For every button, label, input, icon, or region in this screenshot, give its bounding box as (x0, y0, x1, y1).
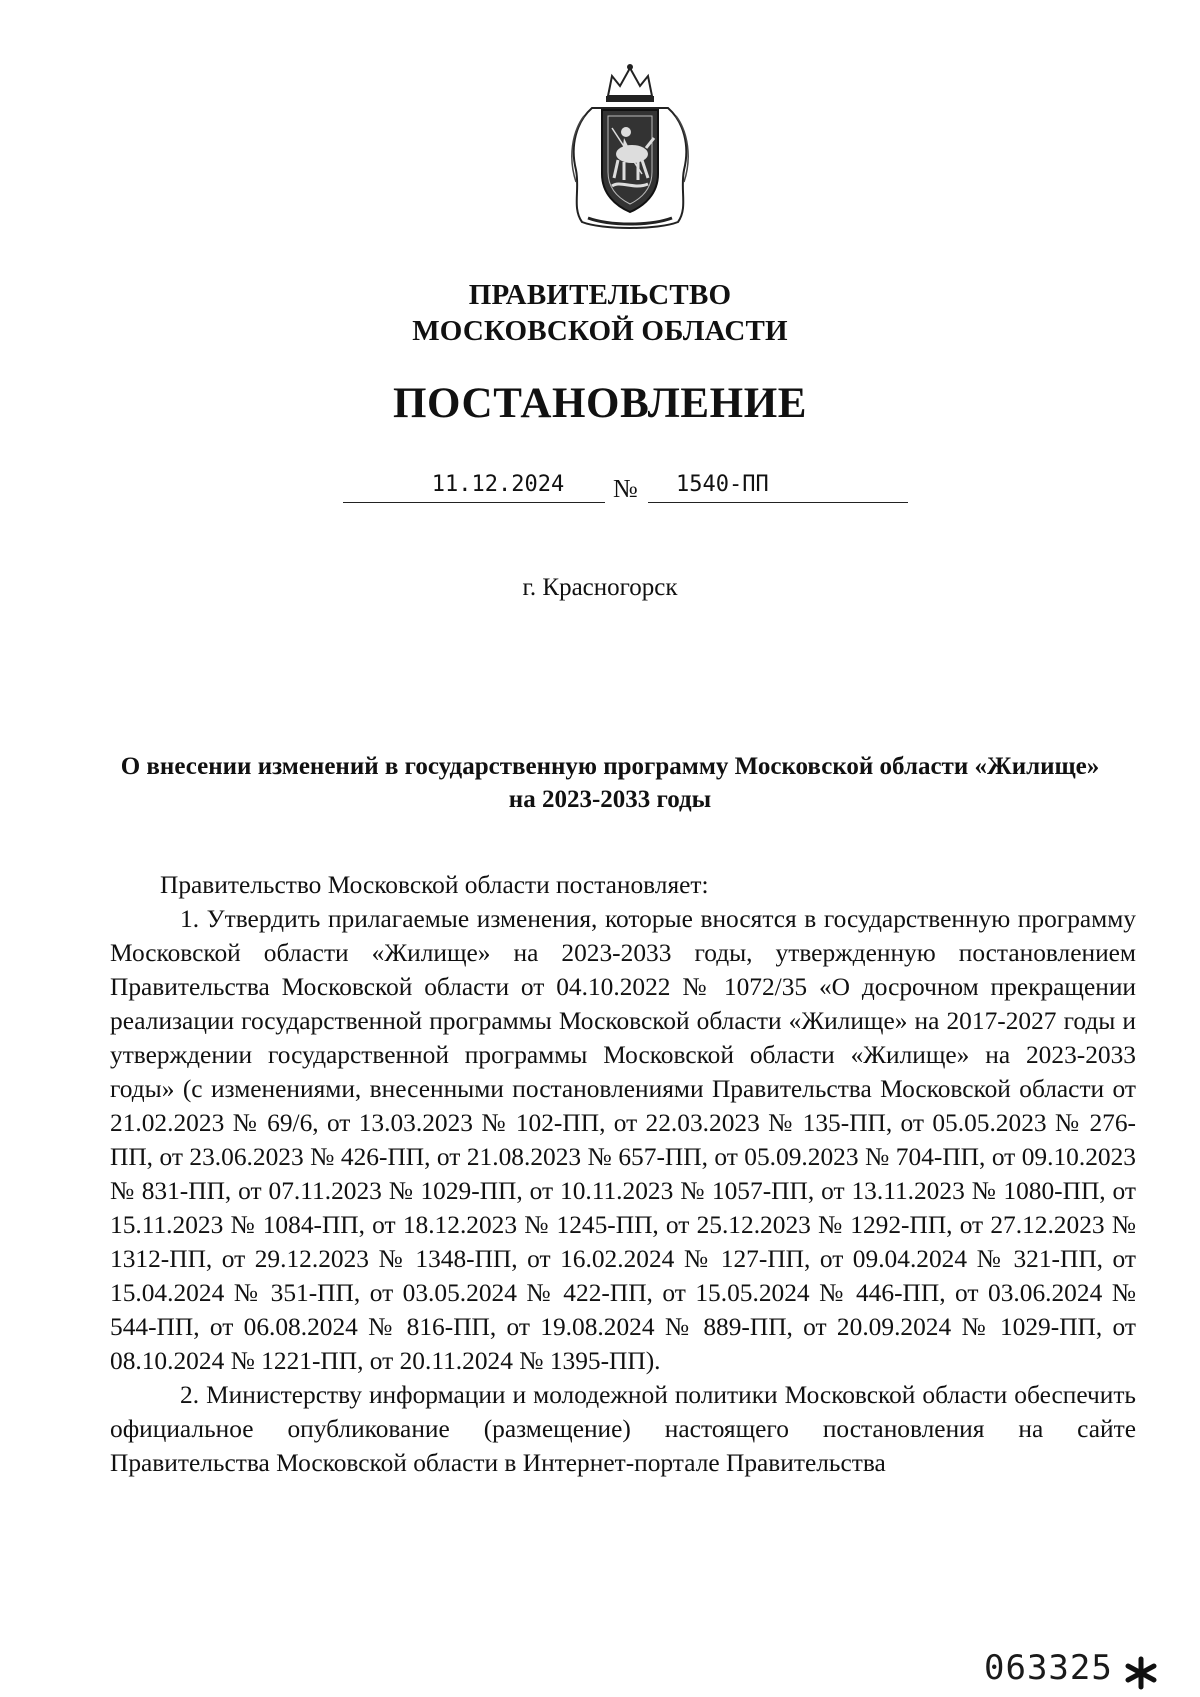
city: г. Красногорск (522, 574, 678, 601)
document-date-field (343, 468, 605, 503)
date-number-row (0, 468, 1200, 508)
number-sign: № (613, 474, 638, 503)
document-type: ПОСТАНОВЛЕНИЕ (392, 380, 808, 427)
stamp-number: 063325 (984, 1648, 1113, 1688)
organization-name-line-2: МОСКОВСКОЙ ОБЛАСТИ (412, 315, 788, 347)
body-item-1: 1. Утвердить прилагаемые изменения, которые вносятся в государственную программу Московской области «Жилище» на 2023-2033 годы, утвержденную постановлением Правительства Московской области от 04.10.2022 № 1072/35 «О досрочном прекращении реализации государственной программы Московской области «Жилище» на 2017-2027 годы и утверждении государственной программы Московской области «Жилище» на 2023-2033 годы» (с изменениями, внесенными постановлениями Правительства Московской области от 21.02.2023 № 69/6, от 13.03.2023 № 102-ПП, от 22.03.2023 № 135-ПП, от 05.05.2023 № 276-ПП, от 23.06.2023 № 426-ПП, от 21.08.2023 № 657-ПП, от 05.09.2023 № 704-ПП, от 09.10.2023 № 831-ПП, от 07.11.2023 № 1029-ПП, от 10.11.2023 № 1057-ПП, от 13.11.2023 № 1080-ПП, от 15.11.2023 № 1084-ПП, от 18.12.2023 № 1245-ПП, от 25.12.2023 № 1292-ПП, от 27.12.2023 № 1312-ПП, от 29.12.2023 № 1348-ПП, от 16.02.2024 № 127-ПП, от 09.04.2024 № 321-ПП, от 15.04.2024 № 351-ПП, от 03.05.2024 № 422-ПП, от 15.05.2024 № 446-ПП, от 03.06.2024 № 544-ПП, от 06.08.2024 № 816-ПП, от 19.08.2024 № 889-ПП, от 20.09.2024 № 1029-ПП, от 08.10.2024 № 1221-ПП, от 20.11.2024 № 1395-ПП). (110, 905, 1136, 1375)
body-item-2: 2. Министерству информации и молодежной политики Московской области обеспечить официальное опубликование (размещение) настоящего постановления на сайте Правительства Московской области в Интернет-портале Правительства (110, 1381, 1136, 1477)
document-number-field (648, 468, 908, 503)
organization-name-line-1: ПРАВИТЕЛЬСТВО (468, 279, 732, 311)
document-body (110, 868, 1136, 1480)
document-title: О внесении изменений в государственную программу Московской области «Жилище» на 2023-2033 годы (120, 753, 1100, 813)
document-number: 1540-ПП (676, 472, 769, 497)
body-intro: Правительство Московской области постановляет: (160, 871, 709, 899)
coat-of-arms-icon (562, 62, 698, 232)
document-date: 11.12.2024 (431, 472, 565, 497)
asterisk-icon (1124, 1656, 1158, 1690)
